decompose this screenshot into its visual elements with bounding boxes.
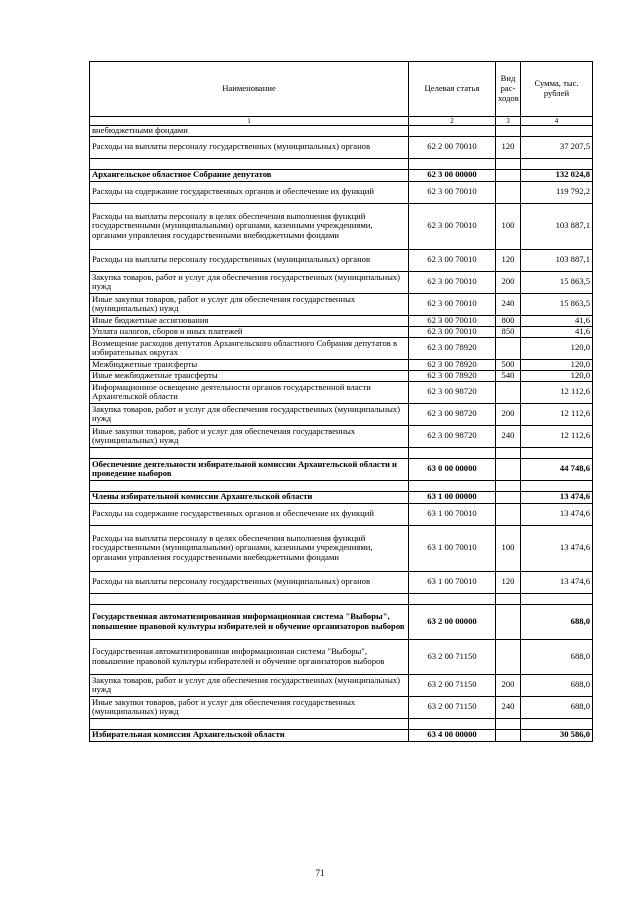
- row-sum: 44 748,6: [521, 458, 593, 480]
- row-code: 63 4 00 00000: [409, 729, 496, 741]
- row-sum: 12 112,6: [521, 425, 593, 447]
- row-code: 62 3 00 70010: [409, 181, 496, 203]
- row-code: 62 3 00 00000: [409, 169, 496, 181]
- table-row: [90, 249, 593, 271]
- row-type: 240: [496, 293, 521, 315]
- row-sum: [521, 158, 593, 169]
- row-sum: 688,0: [521, 674, 593, 696]
- table-row: [90, 696, 593, 718]
- row-code: 62 3 00 70010: [409, 203, 496, 249]
- row-code: 63 1 00 70010: [409, 503, 496, 525]
- row-name: Государственная автоматизированная информационная система "Выборы", повышение правовой культуры избирателей и обучение организаторов выборов: [90, 604, 409, 639]
- row-sum: 13 474,6: [521, 571, 593, 593]
- row-name: Иные бюджетные ассигнования: [90, 315, 409, 326]
- row-name: Члены избирательной комиссии Архангельской области: [90, 491, 409, 503]
- row-name: [90, 158, 409, 169]
- spacer-row: [90, 593, 593, 604]
- row-sum: 688,0: [521, 639, 593, 674]
- row-name: Иные закупки товаров, работ и услуг для обеспечения государственных (муниципальных) нужд: [90, 293, 409, 315]
- row-code: [409, 126, 496, 137]
- row-sum: [521, 126, 593, 137]
- table-row: [90, 337, 593, 359]
- row-sum: 12 112,6: [521, 381, 593, 403]
- row-code: 62 3 00 70010: [409, 249, 496, 271]
- row-sum: 13 474,6: [521, 525, 593, 571]
- row-code: 62 3 00 98720: [409, 425, 496, 447]
- row-sum: 37 207,5: [521, 136, 593, 158]
- table-row: [90, 503, 593, 525]
- row-code: 63 2 00 71150: [409, 696, 496, 718]
- row-name: Расходы на выплаты персоналу государственных (муниципальных) органов: [90, 249, 409, 271]
- row-code: [409, 158, 496, 169]
- row-sum: 12 112,6: [521, 403, 593, 425]
- row-code: [409, 480, 496, 491]
- row-name: Межбюджетные трансферты: [90, 359, 409, 370]
- row-type: 200: [496, 403, 521, 425]
- row-sum: 41,6: [521, 315, 593, 326]
- row-name: Расходы на выплаты персоналу государственных (муниципальных) органов: [90, 136, 409, 158]
- row-code: 62 3 00 98720: [409, 403, 496, 425]
- row-sum: 120,0: [521, 370, 593, 381]
- row-type: [496, 337, 521, 359]
- column-number: 2: [409, 117, 496, 126]
- row-sum: 13 474,6: [521, 491, 593, 503]
- row-sum: 15 863,5: [521, 271, 593, 293]
- table-row: [90, 169, 593, 181]
- row-code: 63 1 00 00000: [409, 491, 496, 503]
- row-name: Закупка товаров, работ и услуг для обеспечения государственных (муниципальных) нужд: [90, 674, 409, 696]
- table-row: [90, 326, 593, 337]
- table-row: [90, 571, 593, 593]
- table-row: [90, 370, 593, 381]
- table-row: [90, 458, 593, 480]
- spacer-row: [90, 158, 593, 169]
- row-sum: 120,0: [521, 337, 593, 359]
- row-name: Возмещение расходов депутатов Архангельского областного Собрания депутатов в избирательных округах: [90, 337, 409, 359]
- spacer-row: [90, 718, 593, 729]
- table-row: [90, 136, 593, 158]
- row-type: [496, 593, 521, 604]
- row-code: 62 3 00 70010: [409, 293, 496, 315]
- table-row: [90, 381, 593, 403]
- row-type: 120: [496, 571, 521, 593]
- row-name: [90, 447, 409, 458]
- table-row: [90, 203, 593, 249]
- row-sum: 41,6: [521, 326, 593, 337]
- header-type: Вид рас-ходов: [496, 62, 521, 117]
- row-code: 62 3 00 70010: [409, 326, 496, 337]
- row-type: [496, 491, 521, 503]
- table-row: [90, 181, 593, 203]
- row-type: [496, 480, 521, 491]
- table-row: [90, 729, 593, 741]
- row-type: [496, 458, 521, 480]
- row-type: 800: [496, 315, 521, 326]
- row-type: 100: [496, 203, 521, 249]
- table-row: [90, 126, 593, 137]
- row-type: [496, 604, 521, 639]
- row-type: 100: [496, 525, 521, 571]
- row-sum: [521, 480, 593, 491]
- row-code: 62 3 00 70010: [409, 271, 496, 293]
- row-name: Расходы на выплаты персоналу в целях обеспечения выполнения функций государственными (муниципальными) органами, казенными учреждениями, органами управления государственными внебюджетными фондами: [90, 203, 409, 249]
- row-name: Архангельское областное Собрание депутатов: [90, 169, 409, 181]
- row-sum: 688,0: [521, 604, 593, 639]
- row-sum: 688,0: [521, 696, 593, 718]
- header-code: Целевая статья: [409, 62, 496, 117]
- page-number: 71: [315, 868, 325, 878]
- row-name: Расходы на содержание государственных органов и обеспечение их функций: [90, 181, 409, 203]
- row-name: Расходы на выплаты персоналу государственных (муниципальных) органов: [90, 571, 409, 593]
- row-type: [496, 126, 521, 137]
- row-name: [90, 718, 409, 729]
- row-name: Закупка товаров, работ и услуг для обеспечения государственных (муниципальных) нужд: [90, 403, 409, 425]
- row-sum: 132 024,8: [521, 169, 593, 181]
- row-type: [496, 503, 521, 525]
- table-row: [90, 293, 593, 315]
- row-sum: 30 586,0: [521, 729, 593, 741]
- table-row: [90, 491, 593, 503]
- column-number: 4: [521, 117, 593, 126]
- row-type: 850: [496, 326, 521, 337]
- row-name: внебюджетными фондами: [90, 126, 409, 137]
- row-code: 63 0 00 00000: [409, 458, 496, 480]
- row-code: 63 1 00 70010: [409, 571, 496, 593]
- row-type: 540: [496, 370, 521, 381]
- row-code: [409, 718, 496, 729]
- header-name: Наименование: [90, 62, 409, 117]
- row-type: [496, 447, 521, 458]
- row-type: [496, 169, 521, 181]
- table-row: [90, 315, 593, 326]
- budget-table: [89, 61, 593, 742]
- table-row: [90, 425, 593, 447]
- row-sum: 13 474,6: [521, 503, 593, 525]
- row-type: [496, 729, 521, 741]
- row-type: 500: [496, 359, 521, 370]
- table-row: [90, 271, 593, 293]
- row-name: Иные межбюджетные трансферты: [90, 370, 409, 381]
- header-sum: Сумма, тыс. рублей: [521, 62, 593, 117]
- row-sum: [521, 593, 593, 604]
- row-type: [496, 718, 521, 729]
- row-sum: 120,0: [521, 359, 593, 370]
- row-code: 62 2 00 70010: [409, 136, 496, 158]
- row-name: Иные закупки товаров, работ и услуг для обеспечения государственных (муниципальных) нужд: [90, 696, 409, 718]
- table-row: [90, 639, 593, 674]
- row-sum: 119 792,2: [521, 181, 593, 203]
- row-name: Информационное освещение деятельности органов государственной власти Архангельской области: [90, 381, 409, 403]
- row-code: 63 2 00 71150: [409, 639, 496, 674]
- row-name: Расходы на выплаты персоналу в целях обеспечения выполнения функций государственными (муниципальными) органами, казенными учреждениями, органами управления государственными внебюджетными фондами: [90, 525, 409, 571]
- column-number: 3: [496, 117, 521, 126]
- row-type: 240: [496, 425, 521, 447]
- row-name: Уплата налогов, сборов и иных платежей: [90, 326, 409, 337]
- row-name: Расходы на содержание государственных органов и обеспечение их функций: [90, 503, 409, 525]
- row-sum: 15 863,5: [521, 293, 593, 315]
- row-type: [496, 158, 521, 169]
- row-type: [496, 181, 521, 203]
- row-type: 120: [496, 136, 521, 158]
- row-name: Иные закупки товаров, работ и услуг для обеспечения государственных (муниципальных) нужд: [90, 425, 409, 447]
- row-code: 63 2 00 71150: [409, 674, 496, 696]
- table-row: [90, 674, 593, 696]
- table-header-row: [90, 62, 593, 117]
- row-code: 62 3 00 70010: [409, 315, 496, 326]
- row-sum: [521, 447, 593, 458]
- table-row: [90, 604, 593, 639]
- row-type: 240: [496, 696, 521, 718]
- row-code: 62 3 00 78920: [409, 359, 496, 370]
- row-code: 62 3 00 78920: [409, 337, 496, 359]
- row-code: 63 1 00 70010: [409, 525, 496, 571]
- row-type: 200: [496, 674, 521, 696]
- row-name: Обеспечение деятельности избирательной комиссии Архангельской области и проведение выборов: [90, 458, 409, 480]
- row-code: 63 2 00 00000: [409, 604, 496, 639]
- table-row: [90, 359, 593, 370]
- table-row: [90, 525, 593, 571]
- row-sum: 103 887,1: [521, 249, 593, 271]
- row-type: 120: [496, 249, 521, 271]
- row-name: [90, 593, 409, 604]
- table-row: [90, 403, 593, 425]
- row-type: 200: [496, 271, 521, 293]
- row-name: [90, 480, 409, 491]
- row-name: Избирательная комиссия Архангельской области: [90, 729, 409, 741]
- spacer-row: [90, 447, 593, 458]
- column-number: 1: [90, 117, 409, 126]
- row-name: Закупка товаров, работ и услуг для обеспечения государственных (муниципальных) нужд: [90, 271, 409, 293]
- row-code: 62 3 00 98720: [409, 381, 496, 403]
- row-sum: 103 887,1: [521, 203, 593, 249]
- row-type: [496, 381, 521, 403]
- row-code: 62 3 00 78920: [409, 370, 496, 381]
- spacer-row: [90, 480, 593, 491]
- row-name: Государственная автоматизированная информационная система "Выборы", повышение правовой культуры избирателей и обучение организаторов выборов: [90, 639, 409, 674]
- row-code: [409, 593, 496, 604]
- row-sum: [521, 718, 593, 729]
- row-code: [409, 447, 496, 458]
- row-type: [496, 639, 521, 674]
